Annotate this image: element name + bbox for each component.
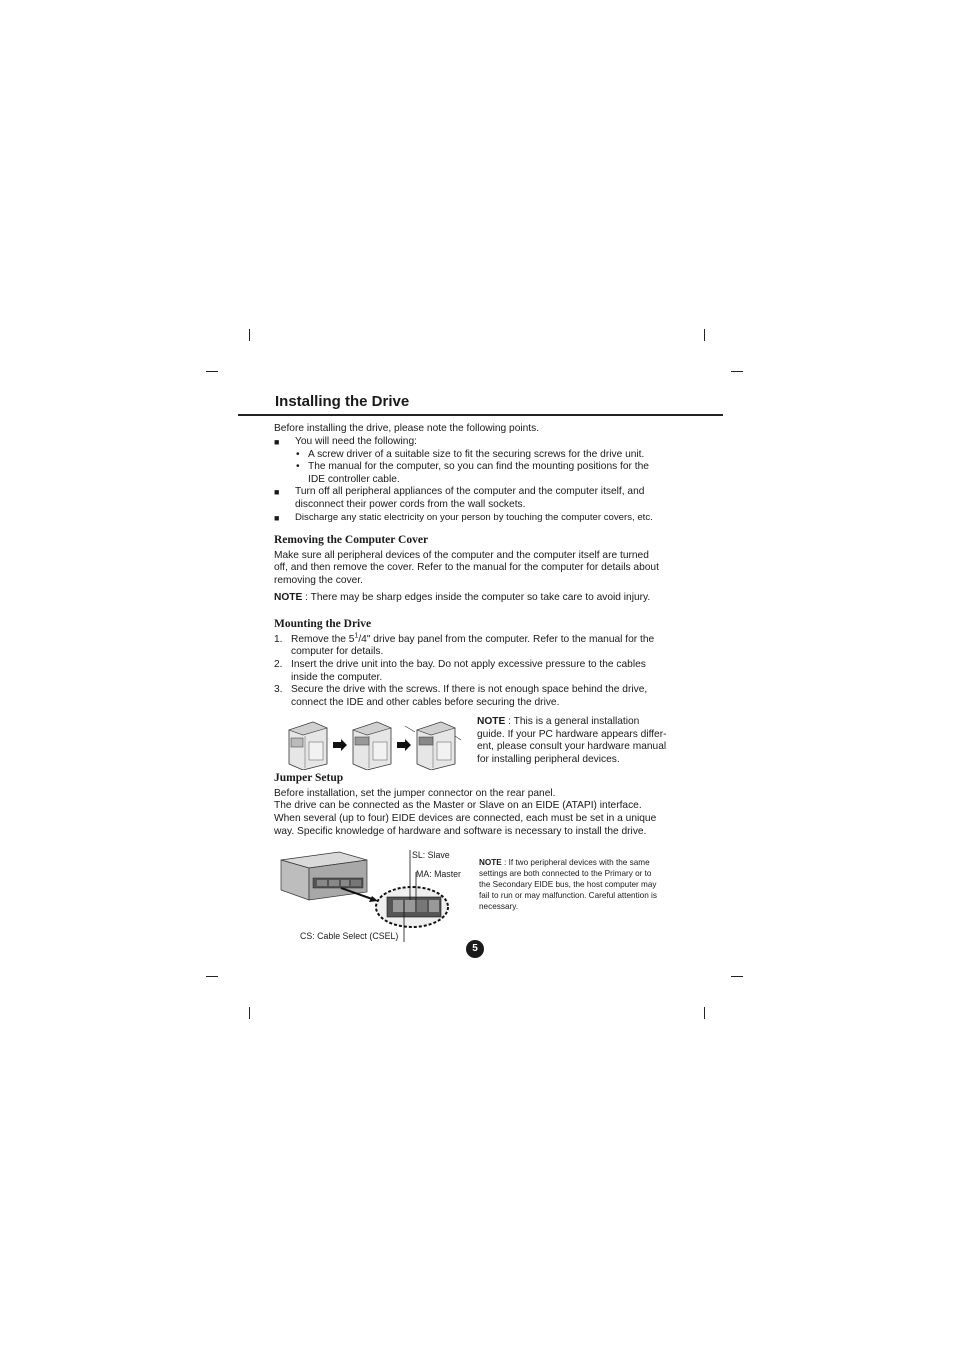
page-number-badge: 5 xyxy=(466,940,484,958)
label-cable-select: CS: Cable Select (CSEL) xyxy=(300,931,399,941)
note-label: NOTE xyxy=(477,716,506,727)
page-title: Installing the Drive xyxy=(275,393,410,410)
jumper-text: way. Specific knowledge of hardware and software is necessary to install the drive. xyxy=(274,826,647,837)
crop-mark xyxy=(206,976,218,977)
removing-text: off, and then remove the cover. Refer to the manual for the computer for details about xyxy=(274,562,659,573)
intro-sub-2: The manual for the computer, so you can find the mounting positions for the xyxy=(308,461,649,472)
mounting-heading: Mounting the Drive xyxy=(274,618,372,630)
note-text: : If two peripheral devices with the same xyxy=(501,858,650,867)
mounting-step-num: 2. xyxy=(274,659,283,670)
mounting-step-2-cont: inside the computer. xyxy=(291,672,383,683)
jumper-block-icon xyxy=(376,887,448,927)
intro-lead: Before installing the drive, please note the following points. xyxy=(274,423,540,434)
jumper-note: necessary. xyxy=(479,902,518,911)
crop-mark xyxy=(206,371,218,372)
step-text: /4" drive bay panel from the computer. Refer to the manual for the xyxy=(358,634,655,645)
bullet-square-icon: ■ xyxy=(274,437,280,447)
jumper-text: The drive can be connected as the Master or Slave on an EIDE (ATAPI) interface. xyxy=(274,800,642,811)
jumper-text: Before installation, set the jumper connector on the rear panel. xyxy=(274,788,556,799)
bullet-square-icon: ■ xyxy=(274,513,280,523)
mounting-step-2: Insert the drive unit into the bay. Do not apply excessive pressure to the cables xyxy=(291,659,646,670)
mounting-note xyxy=(477,716,639,729)
title-rule xyxy=(238,414,723,416)
note-text: : There may be sharp edges inside the computer so take care to avoid injury. xyxy=(302,592,651,603)
fraction-numerator: 1 xyxy=(354,632,359,640)
mounting-step-num: 3. xyxy=(274,684,283,695)
removing-text: removing the cover. xyxy=(274,575,363,586)
note-text: : This is a general installation xyxy=(505,716,640,727)
note-label: NOTE xyxy=(479,858,502,867)
bullet-dot-icon: • xyxy=(296,461,300,472)
intro-sub-1: A screw driver of a suitable size to fit the securing screws for the drive unit. xyxy=(308,449,645,460)
mounting-note: for installing peripheral devices. xyxy=(477,754,620,765)
mounting-step-1-cont: computer for details. xyxy=(291,646,384,657)
arrow-right-icon xyxy=(333,739,347,751)
bullet-dot-icon: • xyxy=(296,449,300,460)
computer-case-icon xyxy=(405,722,461,770)
crop-mark xyxy=(704,1007,705,1019)
bullet-square-icon: ■ xyxy=(274,487,280,497)
jumper-note: fail to run or may malfunction. Careful attention is xyxy=(479,891,657,900)
removing-heading: Removing the Computer Cover xyxy=(274,534,429,546)
removing-note xyxy=(274,592,650,605)
crop-mark xyxy=(249,1007,250,1019)
intro-bullet-1: You will need the following: xyxy=(295,436,417,447)
computer-case-icon xyxy=(289,722,327,770)
mounting-step-1 xyxy=(291,634,654,647)
crop-mark xyxy=(731,371,743,372)
mounting-step-num: 1. xyxy=(274,634,283,645)
intro-bullet-2: Turn off all peripheral appliances of the computer and the computer itself, and xyxy=(295,486,645,497)
jumper-text: When several (up to four) EIDE devices are connected, each must be set in a unique xyxy=(274,813,657,824)
label-master: MA: Master xyxy=(416,869,461,879)
crop-mark xyxy=(704,329,705,341)
intro-bullet-2-cont: disconnect their power cords from the wall sockets. xyxy=(295,499,526,510)
jumper-illustration xyxy=(279,850,454,942)
mounting-note: guide. If your PC hardware appears differ- xyxy=(477,729,667,740)
step-text: Remove the 5 xyxy=(291,634,355,645)
mounting-note: ent, please consult your hardware manual xyxy=(477,741,667,752)
mounting-step-3-cont: connect the IDE and other cables before securing the drive. xyxy=(291,697,560,708)
intro-sub-2-cont: IDE controller cable. xyxy=(308,474,400,485)
jumper-note: the Secondary EIDE bus, the host computer may xyxy=(479,880,657,889)
mounting-step-3: Secure the drive with the screws. If there is not enough space behind the drive, xyxy=(291,684,648,695)
arrow-right-icon xyxy=(397,739,411,751)
removing-text: Make sure all peripheral devices of the computer and the computer itself are turned xyxy=(274,550,649,561)
jumper-heading: Jumper Setup xyxy=(274,772,344,784)
label-slave: SL: Slave xyxy=(412,850,450,860)
mounting-illustration xyxy=(285,718,463,770)
intro-bullet-3: Discharge any static electricity on your person by touching the computer covers, etc. xyxy=(295,512,653,523)
jumper-note: settings are both connected to the Primary or to xyxy=(479,869,652,878)
jumper-note xyxy=(479,857,650,868)
crop-mark xyxy=(731,976,743,977)
crop-mark xyxy=(249,329,250,341)
computer-case-icon xyxy=(353,722,391,770)
note-label: NOTE xyxy=(274,592,303,603)
